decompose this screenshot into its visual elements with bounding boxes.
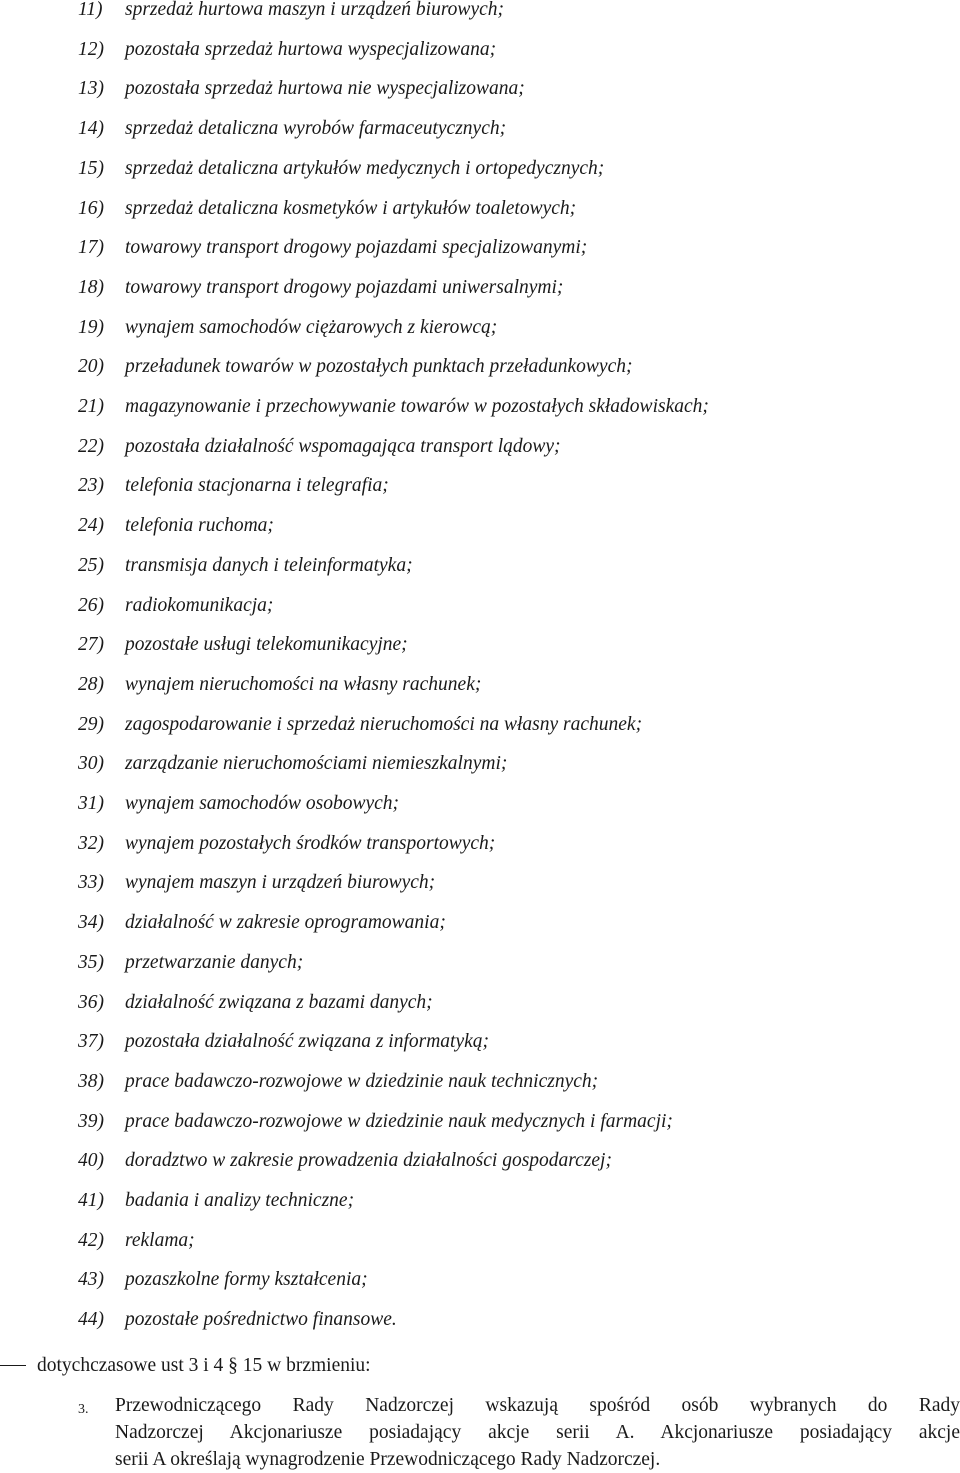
paragraph-line: Nadzorczej Akcjonariusze posiadający akcje serii A. Akcjonariusze posiadający akcje bbox=[115, 1422, 960, 1443]
item-text: prace badawczo-rozwojowe w dziedzinie nauk medycznych i farmacji; bbox=[125, 1110, 673, 1132]
item-number: 36) bbox=[78, 991, 104, 1013]
list-item bbox=[0, 911, 960, 951]
item-number: 32) bbox=[78, 832, 104, 854]
item-text: sprzedaż detaliczna kosmetyków i artykułów toaletowych; bbox=[125, 197, 577, 219]
item-text: pozostała działalność wspomagająca transport lądowy; bbox=[125, 435, 561, 457]
item-text: telefonia ruchoma; bbox=[125, 515, 274, 537]
list-item bbox=[0, 395, 960, 435]
list-item bbox=[0, 951, 960, 991]
item-number: 12) bbox=[78, 38, 104, 60]
item-number: 22) bbox=[78, 435, 104, 457]
list-item bbox=[0, 594, 960, 634]
list-item bbox=[0, 316, 960, 356]
item-number: 16) bbox=[78, 197, 104, 219]
item-text: pozostałe pośrednictwo finansowe. bbox=[125, 1309, 397, 1331]
list-item bbox=[0, 991, 960, 1031]
list-item bbox=[0, 38, 960, 78]
paragraph-line: Przewodniczącego Rady Nadzorczej wskazują spośród osób wybranych do Rady bbox=[115, 1395, 960, 1416]
item-number: 29) bbox=[78, 713, 104, 735]
item-number: 13) bbox=[78, 78, 104, 100]
item-text: przeładunek towarów w pozostałych punktach przeładunkowych; bbox=[125, 356, 633, 378]
item-number: 38) bbox=[78, 1070, 104, 1092]
item-number: 19) bbox=[78, 316, 104, 338]
item-text: wynajem samochodów ciężarowych z kierowcą; bbox=[125, 316, 498, 338]
item-number: 21) bbox=[78, 396, 104, 417]
list-item bbox=[0, 474, 960, 514]
item-text: towarowy transport drogowy pojazdami uniwersalnymi; bbox=[125, 276, 564, 298]
item-number: 44) bbox=[78, 1309, 104, 1331]
item-text: wynajem pozostałych środków transportowych; bbox=[125, 832, 496, 854]
item-text: zagospodarowanie i sprzedaż nieruchomości na własny rachunek; bbox=[125, 713, 643, 735]
item-number: 35) bbox=[78, 951, 104, 973]
list-item bbox=[0, 514, 960, 554]
item-number: 41) bbox=[78, 1190, 104, 1211]
item-text: sprzedaż hurtowa maszyn i urządzeń biurowych; bbox=[125, 0, 504, 20]
item-text: zarządzanie nieruchomościami niemieszkalnymi; bbox=[125, 753, 508, 775]
item-number: 30) bbox=[78, 753, 104, 775]
item-number: 39) bbox=[78, 1110, 104, 1132]
item-number: 43) bbox=[78, 1269, 104, 1291]
list-item bbox=[0, 1070, 960, 1110]
item-text: sprzedaż detaliczna artykułów medycznych i ortopedycznych; bbox=[125, 157, 605, 179]
item-number: 18) bbox=[78, 276, 104, 298]
item-text: radiokomunikacja; bbox=[125, 594, 274, 616]
list-item bbox=[0, 871, 960, 911]
list-item bbox=[0, 713, 960, 753]
list-item bbox=[0, 1149, 960, 1189]
item-text: reklama; bbox=[125, 1229, 195, 1251]
item-number: 40) bbox=[78, 1150, 104, 1172]
list-item bbox=[0, 633, 960, 673]
item-text: transmisja danych i teleinformatyka; bbox=[125, 554, 413, 576]
item-text: badania i analizy techniczne; bbox=[125, 1190, 355, 1211]
paragraph-line: serii A określają wynagrodzenie Przewodniczącego Rady Nadzorczej. bbox=[115, 1449, 661, 1470]
item-text: prace badawczo-rozwojowe w dziedzinie nauk technicznych; bbox=[125, 1070, 599, 1092]
item-number: 11) bbox=[78, 0, 103, 20]
item-number: 42) bbox=[78, 1229, 104, 1251]
list-item bbox=[0, 77, 960, 117]
item-number: 26) bbox=[78, 594, 104, 616]
item-text: pozostała sprzedaż hurtowa wyspecjalizowana; bbox=[125, 38, 497, 60]
item-text: działalność związana z bazami danych; bbox=[125, 991, 433, 1013]
item-number: 20) bbox=[78, 356, 104, 378]
item-text: sprzedaż detaliczna wyrobów farmaceutycznych; bbox=[125, 118, 507, 140]
list-item bbox=[0, 0, 960, 38]
list-item bbox=[0, 1308, 960, 1348]
item-number: 17) bbox=[78, 237, 104, 259]
bullet-line-text: dotychczasowe ust 3 i 4 § 15 w brzmieniu: bbox=[37, 1355, 371, 1376]
list-item bbox=[0, 1229, 960, 1269]
list-item bbox=[0, 832, 960, 872]
item-text: działalność w zakresie oprogramowania; bbox=[125, 912, 446, 934]
list-item bbox=[0, 355, 960, 395]
item-text: przetwarzanie danych; bbox=[125, 951, 304, 973]
list-item bbox=[0, 1268, 960, 1308]
paragraph-number: 3. bbox=[78, 1402, 89, 1417]
item-text: wynajem nieruchomości na własny rachunek; bbox=[125, 673, 482, 695]
item-number: 15) bbox=[78, 157, 104, 179]
item-number: 33) bbox=[78, 872, 104, 894]
dash-bullet-icon bbox=[0, 1365, 26, 1366]
item-number: 28) bbox=[78, 673, 104, 695]
list-item bbox=[0, 276, 960, 316]
item-text: pozostała sprzedaż hurtowa nie wyspecjalizowana; bbox=[125, 78, 525, 100]
item-text: pozaszkolne formy kształcenia; bbox=[125, 1269, 368, 1291]
list-item bbox=[0, 554, 960, 594]
item-number: 14) bbox=[78, 118, 104, 140]
item-text: doradztwo w zakresie prowadzenia działalności gospodarczej; bbox=[125, 1150, 612, 1172]
item-text: magazynowanie i przechowywanie towarów w pozostałych składowiskach; bbox=[125, 396, 709, 417]
list-item bbox=[0, 1030, 960, 1070]
item-number: 34) bbox=[78, 912, 104, 934]
item-number: 31) bbox=[78, 793, 104, 814]
list-item bbox=[0, 1110, 960, 1150]
item-text: wynajem maszyn i urządzeń biurowych; bbox=[125, 872, 436, 894]
item-text: telefonia stacjonarna i telegrafia; bbox=[125, 475, 389, 497]
item-number: 24) bbox=[78, 515, 104, 537]
list-item bbox=[0, 435, 960, 475]
list-item bbox=[0, 236, 960, 276]
item-text: wynajem samochodów osobowych; bbox=[125, 793, 400, 814]
item-number: 25) bbox=[78, 554, 104, 576]
list-item bbox=[0, 157, 960, 197]
list-item bbox=[0, 117, 960, 157]
item-text: pozostałe usługi telekomunikacyjne; bbox=[125, 634, 408, 656]
list-item bbox=[0, 1189, 960, 1229]
item-text: towarowy transport drogowy pojazdami specjalizowanymi; bbox=[125, 237, 588, 259]
item-text: pozostała działalność związana z informatyką; bbox=[125, 1031, 490, 1053]
list-item bbox=[0, 752, 960, 792]
list-item bbox=[0, 197, 960, 237]
item-number: 23) bbox=[78, 475, 104, 497]
item-number: 27) bbox=[78, 634, 104, 656]
item-number: 37) bbox=[78, 1031, 104, 1053]
list-item bbox=[0, 792, 960, 832]
list-item bbox=[0, 673, 960, 713]
